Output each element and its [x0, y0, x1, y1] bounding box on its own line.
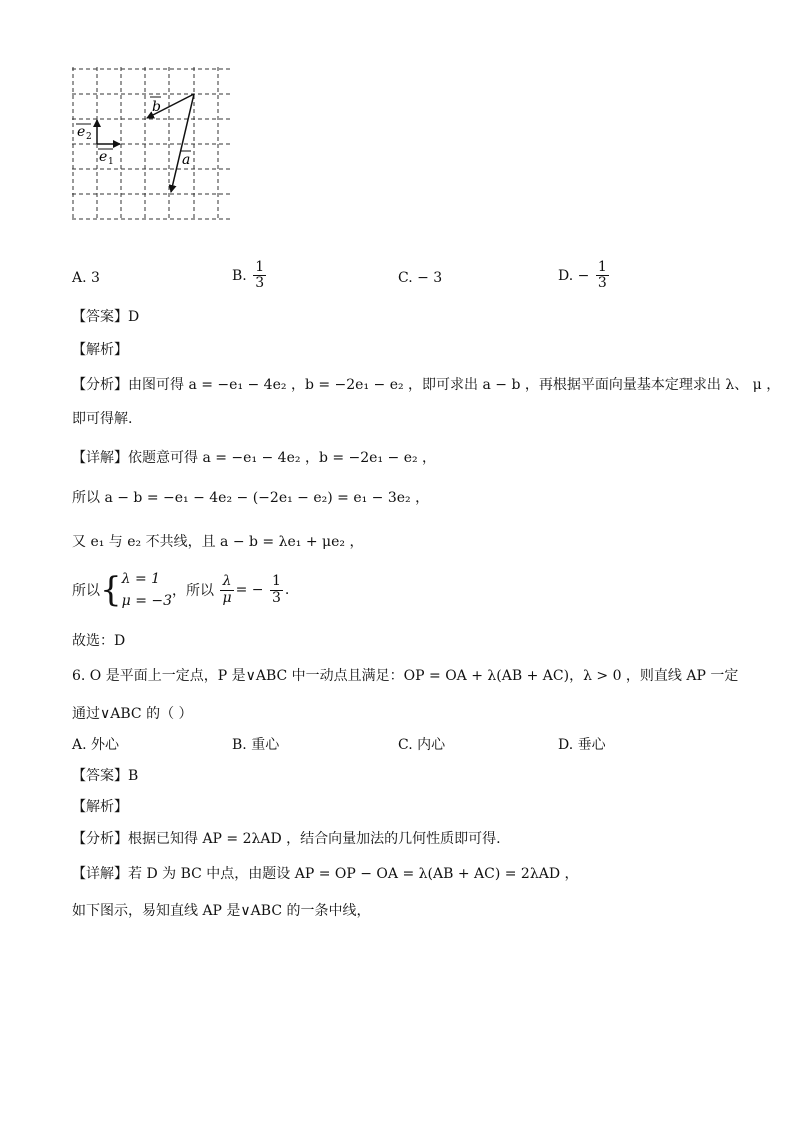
vector-grid-figure [60, 62, 240, 222]
q6-stem-line2: 通过∨ABC 的（ ） [72, 706, 193, 722]
q6-option-a: A. 外心 [72, 737, 120, 753]
q6-fenxi: 【分析】根据已知得 AP = 2λAD ，结合向量加法的几何性质即可得. [72, 831, 501, 847]
label-a: a [182, 152, 191, 168]
q5-fenxi-line1: 【分析】由图可得 a = −e₁ − 4e₂ ，b = −2e₁ − e₂ ，即可求出 a − b ，再根据平面向量基本定理求出 λ、 μ ， [72, 377, 781, 393]
q5-option-c: C. − 3 [398, 270, 443, 286]
label-e2: e [77, 124, 86, 140]
vector-a-arrow [171, 94, 194, 192]
q5-xiangjie-line1: 【详解】依题意可得 a = −e₁ − 4e₂ ，b = −2e₁ − e₂ ， [72, 450, 437, 466]
q5-option-b [232, 260, 268, 292]
q5-ratio-value: $\frac{1}{3}$ [271, 573, 281, 606]
q5-option-b-fraction: $\frac{1}{3}$ [255, 259, 265, 292]
q6-analysis-heading: 【解析】 [72, 799, 128, 815]
q5-option-d-fraction: $\frac{1}{3}$ [597, 259, 607, 292]
q5-answer: 【答案】D [72, 309, 140, 325]
q6-option-b: B. 重心 [232, 737, 280, 753]
q5-xiangjie-line2: 所以 a − b = −e₁ − 4e₂ − (−2e₁ − e₂) = e₁ − 3e₂ ， [72, 490, 430, 506]
q5-option-b-prefix: B. [232, 267, 247, 284]
q6-option-d: D. 垂心 [558, 737, 606, 753]
q6-last-line: 如下图示，易知直线 AP 是∨ABC 的一条中线， [72, 903, 371, 919]
q5-option-a: A. 3 [72, 270, 100, 286]
q5-analysis-heading: 【解析】 [72, 342, 128, 358]
q5-option-d [558, 260, 611, 292]
q5-option-d-prefix: D. − [558, 267, 590, 284]
label-e1-sub: 1 [108, 157, 114, 167]
q5-choice: 故选：D [72, 633, 126, 649]
q6-option-c: C. 内心 [398, 737, 446, 753]
label-e1: e [99, 149, 108, 165]
label-e2-sub: 2 [86, 132, 92, 142]
q5-ratio-fraction: $\frac{\lambda}{\mu}$ [222, 573, 232, 606]
q5-fenxi-line2: 即可得解. [72, 411, 133, 427]
q5-xiangjie-line3: 又 e₁ 与 e₂ 不共线，且 a − b = λe₁ + μe₂ ， [72, 534, 364, 550]
q5-equation-system: λ = 1 μ = −3 [121, 571, 173, 609]
q5-system-line: 所以{ λ = 1 μ = −3 ，所以 $\frac{\lambda}{\mu}$ = − $\frac{1}{3}$ . [72, 570, 290, 610]
q6-xiangjie: 【详解】若 D 为 BC 中点，由题设 AP = OP − OA = λ(AB + AC) = 2λAD ， [72, 866, 579, 882]
label-b: b [152, 99, 161, 115]
grid-lines [72, 67, 230, 220]
q6-stem-line1: 6. O 是平面上一定点，P 是∨ABC 中一动点且满足：OP = OA + λ(AB + AC)，λ > 0 ，则直线 AP 一定 [72, 668, 739, 684]
q6-answer: 【答案】B [72, 768, 139, 784]
